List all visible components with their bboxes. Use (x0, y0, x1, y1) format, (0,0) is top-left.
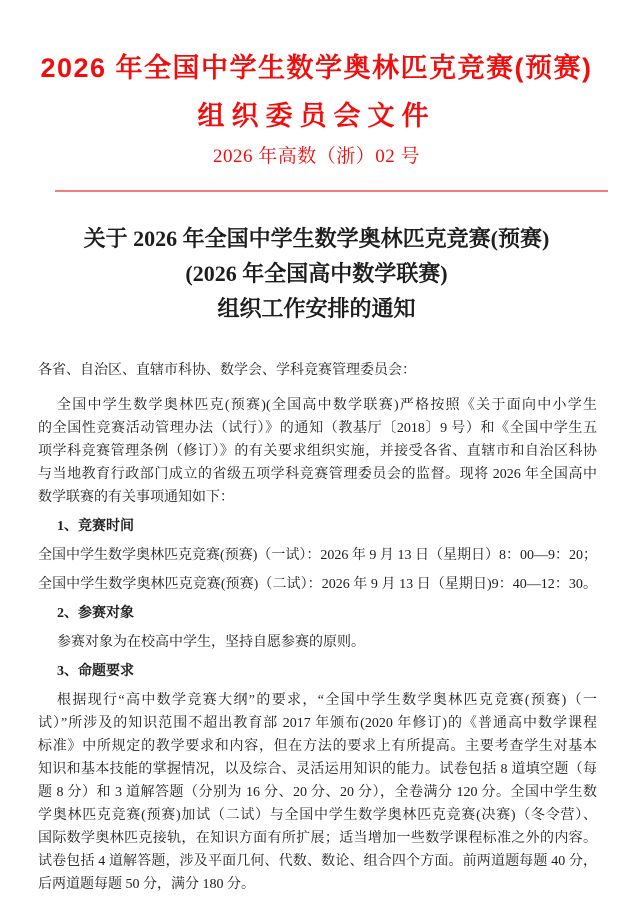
salutation: 各省、自治区、直辖市科协、数学会、学科竞赛管理委员会： (38, 363, 416, 378)
header-divider-line (55, 190, 608, 192)
notice-title-line-2: (2026 年全国高中数学联赛) (185, 261, 448, 286)
notice-title (0, 221, 633, 326)
paragraph-line: 根据现行“高中数学竞赛大纲”的要求，“全国中学生数学奥林匹克竞赛(预赛)（一 (57, 693, 597, 708)
competition-time-line: 全国中学生数学奥林匹克竞赛(预赛)（一试）：2026 年 9 月 13 日（星期日）8：00—9：20； (38, 548, 597, 563)
paragraph-line: 学奥林匹克竞赛(预赛)加试（二试）与全国中学生数学奥林匹克竞赛(决赛)（冬令营）、 (38, 808, 597, 823)
section-heading: 3、命题要求 (57, 664, 134, 679)
paragraph-line: 知识和基本技能的掌握情况，以及综合、灵活运用知识的能力。试卷包括 8 道填空题（每 (38, 762, 597, 777)
notice-title-line-1: 关于 2026 年全国中学生数学奥林匹克竞赛(预赛) (83, 226, 550, 251)
section-heading: 2、参赛对象 (57, 606, 134, 621)
notice-title-line-3: 组织工作安排的通知 (217, 296, 416, 321)
paragraph-line: 国际数学奥林匹克接轨，在知识方面有所扩展；适当增加一些数学课程标准之外的内容。 (38, 831, 597, 846)
paragraph-line: 试）”所涉及的知识范围不超出教育部 2017 年颁布(2020 年修订)的《普通高中数学课程 (38, 716, 597, 731)
paragraph-line: 参赛对象为在校高中学生，坚持自愿参赛的原则。 (57, 635, 365, 650)
letterhead-title-line-2: 组织委员会文件 (197, 101, 436, 131)
section-exam-requirements (38, 660, 597, 896)
paragraph-line: 题 8 分）和 3 道解答题（分别为 16 分、20 分、20 分），全卷满分 120 分。全国中学生数 (38, 785, 597, 800)
intro-paragraph (38, 394, 597, 509)
section-competition-time (38, 515, 597, 596)
paragraph-line: 全国中学生数学奥林匹克(预赛)(全国高中数学联赛)严格按照《关于面向中小学生 (57, 398, 597, 413)
competition-time-line: 全国中学生数学奥林匹克竞赛(预赛)（二试）：2026 年 9 月 13 日（星期日)9：40—12：30。 (38, 577, 597, 592)
section-heading: 1、竞赛时间 (57, 519, 134, 534)
paragraph-line: 与当地教育行政部门成立的省级五项学科竞赛管理委员会的监督。现将 2026 年全国高中 (38, 467, 597, 482)
notice-body (0, 359, 633, 896)
paragraph-line: 的全国性竞赛活动管理办法（试行）》的通知（教基厅〔2018〕9 号）和《全国中学生五 (38, 421, 597, 436)
paragraph-line: 数学联赛的有关事项通知如下： (38, 490, 234, 505)
document-number: 2026 年高数（浙）02 号 (212, 146, 420, 167)
section-participants (38, 602, 597, 654)
paragraph-line: 标准》中所规定的教学要求和内容，但在方法的要求上有所提高。主要考查学生对基本 (38, 739, 597, 754)
paragraph-line: 项学科竞赛管理条例（修订）》的有关要求组织实施，并接受各省、直辖市和自治区科协 (38, 444, 597, 459)
letterhead-title-line-1: 2026 年全国中学生数学奥林匹克竞赛(预赛) (40, 53, 593, 83)
paragraph-line: 试卷包括 4 道解答题，涉及平面几何、代数、数论、组合四个方面。前两道题每题 40 分， (38, 854, 597, 869)
letterhead (0, 0, 633, 192)
paragraph-line: 后两道题每题 50 分，满分 180 分。 (38, 877, 255, 892)
